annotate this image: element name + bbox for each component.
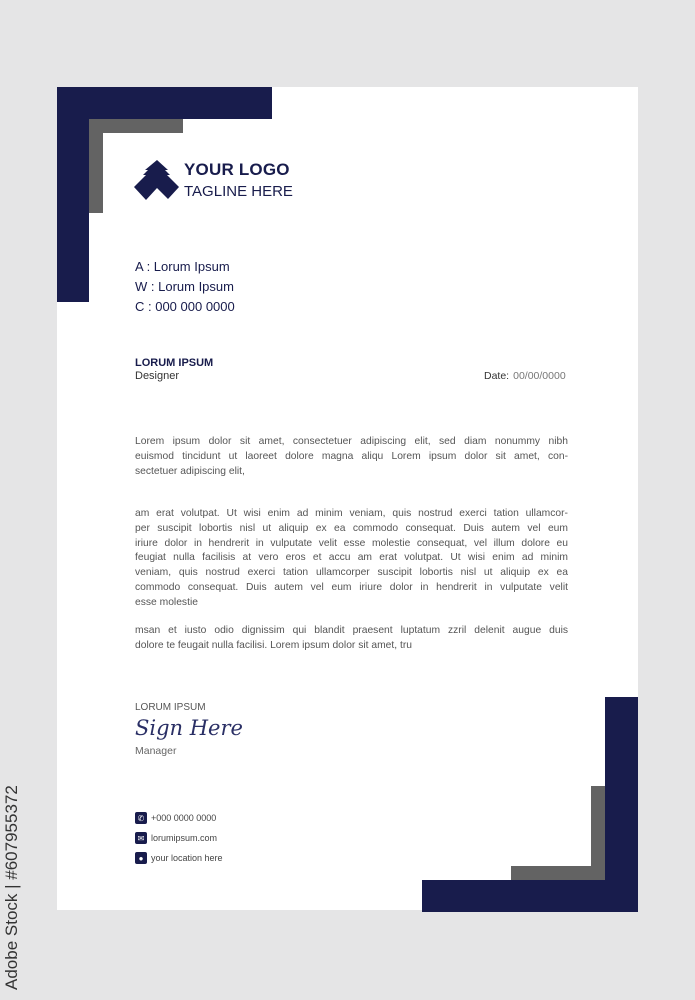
date-value: 00/00/0000 [513, 370, 566, 382]
corner-accent-bottom [511, 866, 605, 880]
body-paragraph [135, 507, 568, 611]
sender-name: LORUM IPSUM [135, 357, 214, 369]
logo-icon [134, 160, 180, 201]
body-line: per suscipit lobortis nisl ut aliquip ex ea commodo consequat. Duis autem vel eum [135, 522, 568, 534]
body-paragraph [135, 435, 568, 479]
signature: Sign Here [135, 716, 243, 740]
body-line: feugiat nulla facilisis at vero eros et accu am erat volutpat. Ut wisi enim ad minim [135, 552, 568, 564]
corner-accent-top [89, 119, 183, 133]
corner-bar-left [57, 87, 89, 302]
letterhead-page [57, 87, 638, 910]
body-paragraph [135, 624, 568, 654]
body-line: Lorem ipsum dolor sit amet, consectetuer adipiscing elit, sed diam nonummy nibh [135, 436, 568, 447]
signatory-name: LORUM IPSUM [135, 702, 206, 713]
footer-phone-text: +000 0000 0000 [151, 813, 217, 823]
location-pin-icon: ● [135, 852, 147, 864]
footer-email-text: lorumipsum.com [151, 833, 218, 843]
stock-credit: Adobe Stock | #607955372 [2, 785, 21, 990]
footer-location [135, 852, 223, 864]
body-line: veniam, quis nostrud exerci tation ullamcorper suscipit lobortis nisl ut aliquip ex ea [135, 567, 568, 579]
body-line: am erat volutpat. Ut wisi enim ad minim veniam, quis nostrud exerci tation ullamcor- [135, 508, 568, 519]
sender-role: Designer [135, 370, 180, 382]
logo-title: YOUR LOGO [184, 160, 290, 179]
footer-email [135, 832, 217, 844]
mail-icon: ✉ [135, 832, 147, 844]
body-line: iriure dolor in hendrerit in vulputate velit esse molestie consequat, vel illum dolore eu [135, 537, 568, 549]
body-line: esse molestie [135, 596, 198, 608]
logo-tagline: TAGLINE HERE [184, 183, 293, 200]
date-label: Date: [484, 370, 510, 382]
corner-accent-left [89, 119, 103, 213]
website: W : Lorum Ipsum [135, 279, 234, 294]
corner-bar-top [57, 87, 272, 119]
footer-location-text: your location here [151, 853, 223, 863]
footer-phone [135, 812, 216, 824]
body-line: commodo consequat. Duis autem vel eum iriure dolor in hendrerit in vulputate velit [135, 581, 568, 593]
signatory-title: Manager [135, 745, 177, 757]
phone-icon: ✆ [135, 812, 147, 824]
phone: C : 000 000 0000 [135, 299, 235, 314]
body-line: euismod tincidunt ut laoreet dolore magna aliqu Lorem ipsum dolor sit amet, con- [135, 450, 568, 462]
body-line: dolore te feugait nulla facilisi. Lorem ipsum dolor sit amet, tru [135, 639, 413, 651]
body-line: sectetuer adipiscing elit, [135, 465, 245, 477]
corner-bar-bottom [422, 880, 638, 912]
address: A : Lorum Ipsum [135, 259, 230, 274]
date [484, 370, 566, 382]
body-line: msan et iusto odio dignissim qui blandit praesent luptatum zzril delenit augue duis [135, 625, 568, 636]
